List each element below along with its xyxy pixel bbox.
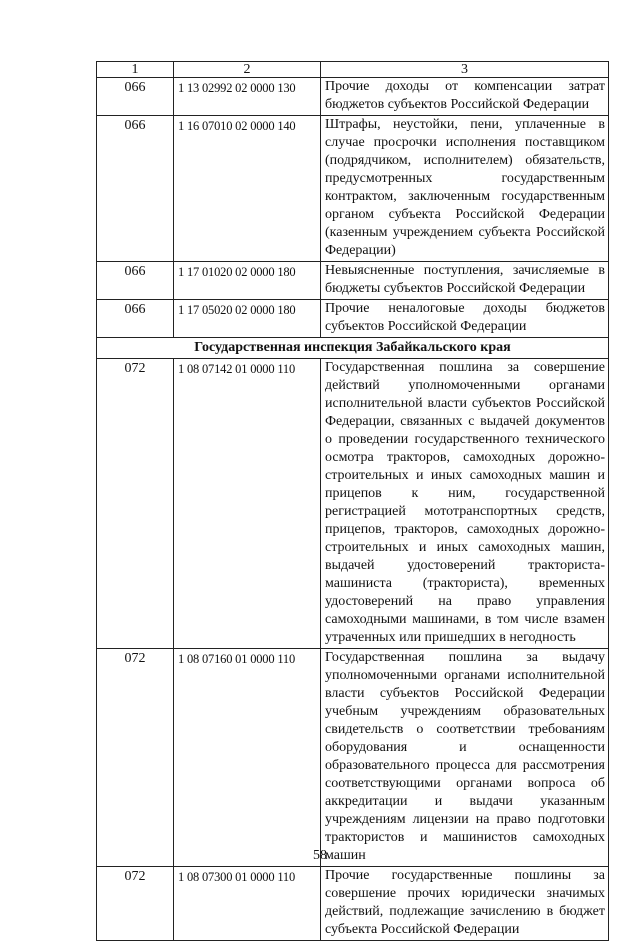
revenue-description-cell: Государственная пошлина за совершение действий уполномоченными органами исполнительной власти субъектов Российской Федерации, связанных с выдачей документов о проведении государственного технического осмотра тракторов, самоходных дорожно-строительных и иных самоходных машин и прицепов к ним, государственной регистрацией мототранспортных средств, прицепов, тракторов, самоходных дорожно-строительных и иных самоходных машин, выдачей удостоверений тракториста-машиниста (тракториста), временных удостоверений на право управления самоходными машинами, в том числе взамен утраченных или пришедших в негодность — [321, 359, 609, 649]
table-row — [97, 867, 609, 941]
revenue-code-cell: 1 17 01020 02 0000 180 — [174, 262, 321, 300]
column-number-row — [97, 62, 609, 78]
revenue-code-cell: 1 17 05020 02 0000 180 — [174, 300, 321, 338]
revenue-description-cell: Невыясненные поступления, зачисляемые в бюджеты субъектов Российской Федерации — [321, 262, 609, 300]
admin-code-cell: 072 — [97, 649, 174, 867]
table-row — [97, 649, 609, 867]
revenue-code-cell: 1 16 07010 02 0000 140 — [174, 116, 321, 262]
table-row — [97, 116, 609, 262]
section-header-body — [97, 338, 609, 359]
revenue-codes-table — [96, 61, 609, 941]
section-title: Государственная инспекция Забайкальского края — [97, 338, 609, 359]
revenue-description-cell: Штрафы, неустойки, пени, уплаченные в случае просрочки исполнения поставщиком (подрядчиком, исполнителем) обязательств, предусмотренных государственным контрактом, заключенным государственным органом субъекта Российской Федерации (казенным учреждением субъекта Российской Федерации) — [321, 116, 609, 262]
revenue-description-cell: Прочие доходы от компенсации затрат бюджетов субъектов Российской Федерации — [321, 78, 609, 116]
admin-code-cell: 072 — [97, 359, 174, 649]
revenue-code-cell: 1 08 07142 01 0000 110 — [174, 359, 321, 649]
revenue-code-cell: 1 08 07300 01 0000 110 — [174, 867, 321, 941]
revenue-description-cell: Прочие государственные пошлины за совершение прочих юридически значимых действий, подлежащие зачислению в бюджет субъекта Российской Федерации — [321, 867, 609, 941]
admin-code-cell: 066 — [97, 78, 174, 116]
column-number-2: 2 — [174, 62, 321, 78]
section-header-row — [97, 338, 609, 359]
admin-code-cell: 066 — [97, 300, 174, 338]
table-row — [97, 262, 609, 300]
column-number-1: 1 — [97, 62, 174, 78]
table-row — [97, 78, 609, 116]
admin-code-cell: 072 — [97, 867, 174, 941]
admin-code-cell: 066 — [97, 116, 174, 262]
revenue-description-cell: Государственная пошлина за выдачу уполномоченными органами исполнительной власти субъектов Российской Федерации учебным учреждениям образовательных свидетельств о соответствии требованиям оборудования и оснащенности образовательного процесса для рассмотрения соответствующими органами вопроса об аккредитации и выдачи указанным учреждениям лицензии на право подготовки трактористов и машинистов самоходных машин — [321, 649, 609, 867]
table-body-066 — [97, 62, 609, 338]
table-row — [97, 359, 609, 649]
revenue-description-cell: Прочие неналоговые доходы бюджетов субъектов Российской Федерации — [321, 300, 609, 338]
page-number: 58 — [313, 848, 327, 863]
column-number-3: 3 — [321, 62, 609, 78]
revenue-code-cell: 1 13 02992 02 0000 130 — [174, 78, 321, 116]
admin-code-cell: 066 — [97, 262, 174, 300]
revenue-code-cell: 1 08 07160 01 0000 110 — [174, 649, 321, 867]
table-row — [97, 300, 609, 338]
